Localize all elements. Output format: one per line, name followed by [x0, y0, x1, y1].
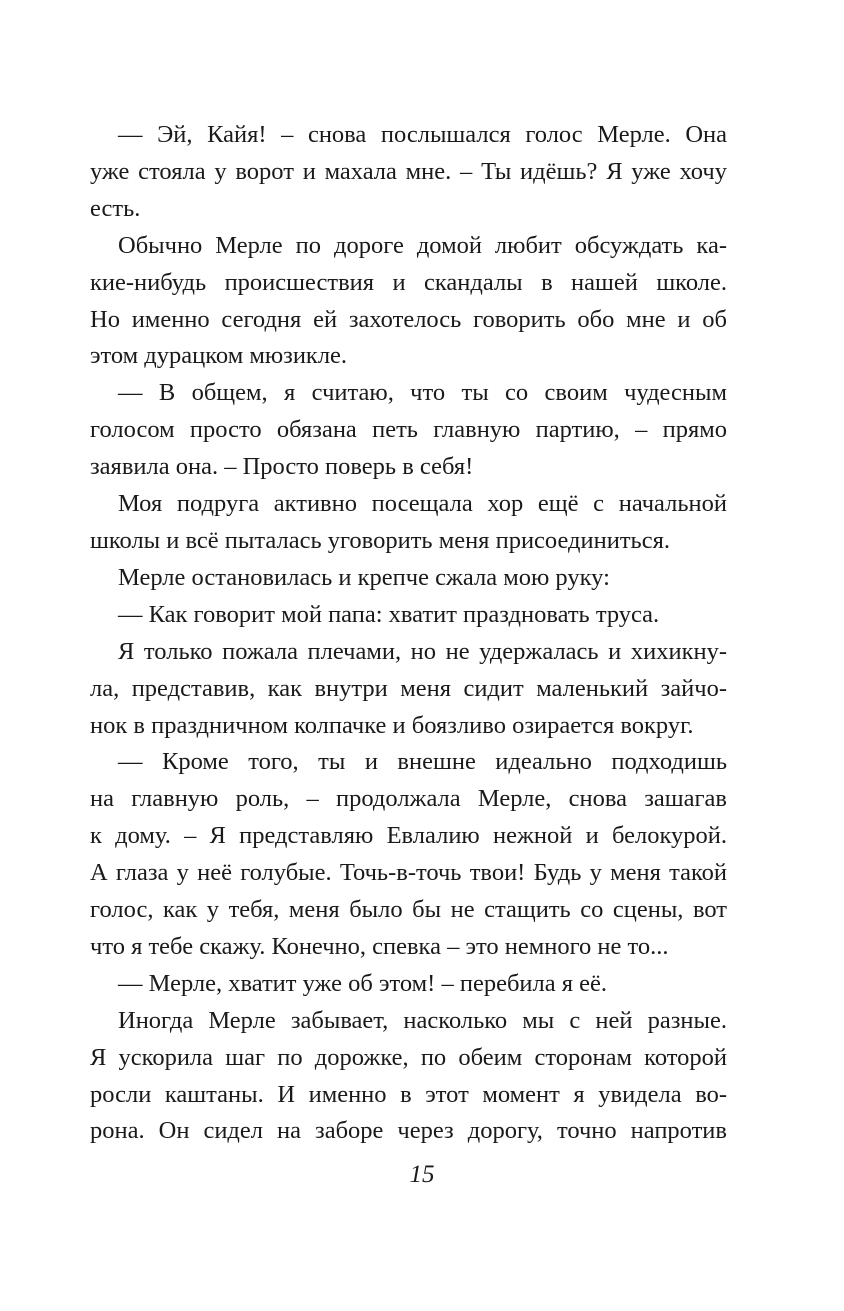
paragraph [90, 560, 727, 597]
paragraph [90, 744, 727, 965]
text-line: Иногда Мерле забывает, насколько мы с ней разные. [118, 1006, 727, 1034]
text-line: Мерле остановилась и крепче сжала мою руку: [118, 563, 610, 591]
paragraph [90, 634, 727, 745]
text-line: кие-нибудь происшествия и скандалы в нашей школе. [90, 268, 727, 296]
text-line: этом дурацком мюзикле. [90, 342, 348, 370]
text-line: А глаза у неё голубые. Точь-в-точь твои! Будь у меня такой [90, 859, 727, 887]
text-line: голосом просто обязана петь главную партию, – прямо [90, 416, 727, 444]
paragraph [90, 597, 727, 634]
paragraph [90, 486, 727, 560]
text-line: заявила она. – Просто поверь в себя! [90, 453, 474, 481]
paragraph [90, 375, 727, 486]
text-line: школы и всё пыталась уговорить меня присоединиться. [90, 526, 670, 554]
text-line: Я ускорила шаг по дорожке, по обеим сторонам которой [90, 1043, 727, 1071]
text-line: — Кроме того, ты и внешне идеально подходишь [118, 748, 727, 776]
text-line: Моя подруга активно посещала хор ещё с начальной [118, 490, 727, 518]
text-line: голос, как у тебя, меня было бы не стащить со сцены, вот [90, 896, 727, 924]
text-line: рона. Он сидел на заборе через дорогу, точно напротив [90, 1117, 727, 1145]
page-number: 15 [409, 1161, 435, 1188]
body-text [90, 117, 727, 1150]
text-line: что я тебе скажу. Конечно, спевка – это немного не то... [90, 932, 669, 960]
paragraph [90, 1003, 727, 1151]
text-line: росли каштаны. И именно в этот момент я увидела во- [90, 1080, 727, 1108]
text-line: — Как говорит мой папа: хватит праздновать труса. [118, 600, 660, 628]
text-line: Но именно сегодня ей захотелось говорить обо мне и об [90, 305, 727, 333]
text-line: — В общем, я считаю, что ты со своим чудесным [118, 379, 727, 407]
text-line: есть. [90, 194, 141, 222]
text-line: — Мерле, хватит уже об этом! – перебила я её. [118, 969, 608, 997]
paragraph [90, 117, 727, 228]
paragraph [90, 966, 727, 1003]
text-line: ла, представив, как внутри меня сидит маленький зайчо- [90, 674, 727, 702]
text-line: Обычно Мерле по дороге домой любит обсуждать ка- [118, 231, 727, 259]
text-line: Я только пожала плечами, но не удержалась и хихикну- [118, 637, 727, 665]
text-line: — Эй, Кайя! – снова послышался голос Мерле. Она [118, 121, 727, 148]
text-line: к дому. – Я представляю Евлалию нежной и белокурой. [90, 822, 727, 850]
text-line: уже стояла у ворот и махала мне. – Ты идёшь? Я уже хочу [90, 157, 727, 185]
paragraph [90, 228, 727, 376]
text-line: нок в праздничном колпачке и боязливо озирается вокруг. [90, 711, 694, 739]
text-line: на главную роль, – продолжала Мерле, снова зашагав [90, 785, 727, 813]
